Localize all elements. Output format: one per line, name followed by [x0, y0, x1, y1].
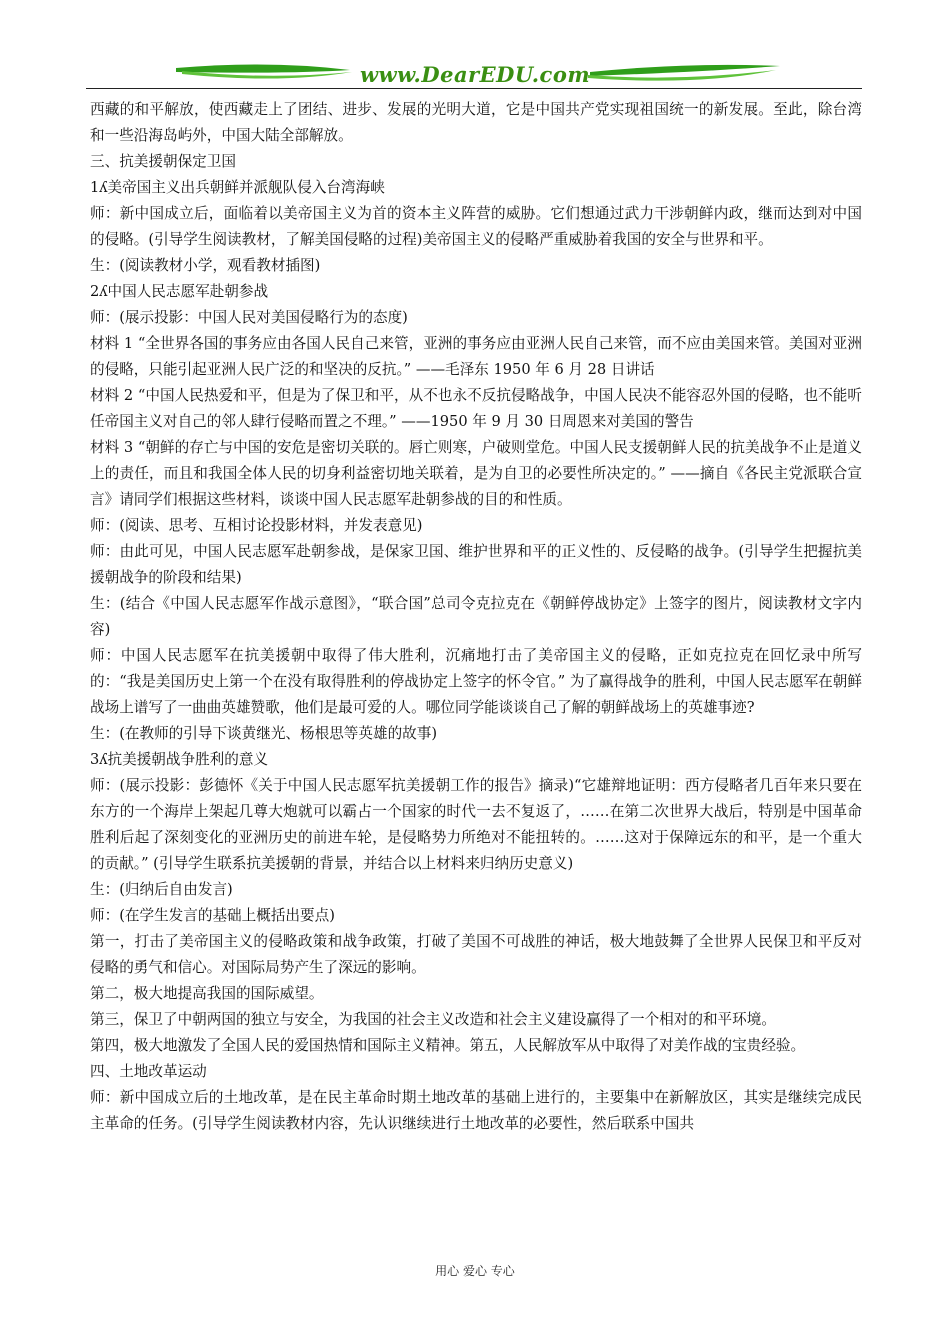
paragraph: 生：(阅读教材小学，观看教材插图) [90, 257, 321, 274]
site-logo-text[interactable]: www.DearEDU.com [359, 62, 591, 87]
paragraph: 师：(展示投影：中国人民对美国侵略行为的态度) [90, 309, 408, 326]
paragraph: 师：中国人民志愿军在抗美援朝中取得了伟大胜利，沉痛地打击了美帝国主义的侵略，正如克拉克在回忆录中所写的：“我是美国历史上第一个在没有取得胜利的停战协定上签字的怀令官。” 为了赢得战争的胜利，中国人民志愿军在朝鲜战场上谱写了一曲曲英雄赞歌，他们是最可爱的人。哪位同学能谈谈自己了解的朝鲜战场上的英雄事迹? [90, 647, 862, 716]
page-footer: 用心 爱心 专心 [435, 1264, 515, 1278]
subsection-heading: 1ʎ美帝国主义出兵朝鲜并派舰队侵入台湾海峡 [90, 179, 385, 196]
paragraph: 师：(展示投影：彭德怀《关于中国人民志愿军抗美援朝工作的报告》摘录)“它雄辩地证明：西方侵略者几百年来只要在东方的一个海岸上架起几尊大炮就可以霸占一个国家的时代一去不复返了，……在第二次世界大战后，特别是中国革命胜利后起了深刻变化的亚洲历史的前进车轮，是侵略势力所绝对不能扭转的。……这对于保障远东的和平，是一个重大的贡献。” (引导学生联系抗美援朝的背景，并结合以上材料来归纳历史意义) [90, 777, 862, 872]
paragraph: 材料 3 “朝鲜的存亡与中国的安危是密切关联的。唇亡则寒，户破则堂危。中国人民支援朝鲜人民的抗美战争不止是道义上的责任，而且和我国全体人民的切身利益密切地关联着，是为自卫的必要性所决定的。” ——摘自《各民主党派联合宣言》请同学们根据这些材料，谈谈中国人民志愿军赴朝参战的目的和性质。 [90, 439, 862, 508]
paragraph: 师：(在学生发言的基础上概括出要点) [90, 907, 335, 924]
subsection-heading: 3ʎ抗美援朝战争胜利的意义 [90, 751, 269, 768]
header-divider [86, 88, 862, 89]
paragraph: 第一，打击了美帝国主义的侵略政策和战争政策，打破了美国不可战胜的神话，极大地鼓舞了全世界人民保卫和平反对侵略的勇气和信心。对国际局势产生了深远的影响。 [90, 933, 862, 976]
paragraph: 生：(结合《中国人民志愿军作战示意图》，“联合国”总司令克拉克在《朝鲜停战协定》上签字的图片，阅读教材文字内容) [90, 595, 862, 638]
paragraph: 西藏的和平解放，使西藏走上了团结、进步、发展的光明大道，它是中国共产党实现祖国统一的新发展。至此，除台湾和一些沿海岛屿外，中国大陆全部解放。 [90, 101, 862, 144]
paragraph: 第四，极大地激发了全国人民的爱国热情和国际主义精神。第五，人民解放军从中取得了对美作战的宝贵经验。 [90, 1037, 806, 1054]
section-heading: 三、抗美援朝保定卫国 [90, 153, 236, 170]
paragraph: 材料 1 “全世界各国的事务应由各国人民自己来管，亚洲的事务应由亚洲人民自己来管，而不应由美国来管。美国对亚洲的侵略，只能引起亚洲人民广泛的和坚决的反抗。” ——毛泽东 1950 年 6 月 28 日讲话 [90, 335, 862, 378]
subsection-heading: 2ʎ中国人民志愿军赴朝参战 [90, 283, 269, 300]
document-body [90, 97, 862, 1137]
paragraph: 师：由此可见，中国人民志愿军赴朝参战，是保家卫国、维护世界和平的正义性的、反侵略的战争。(引导学生把握抗美援朝战争的阶段和结果) [90, 543, 862, 586]
paragraph: 第二，极大地提高我国的国际威望。 [90, 985, 324, 1002]
paragraph: 师：(阅读、思考、互相讨论投影材料，并发表意见) [90, 517, 423, 534]
paragraph: 材料 2 “中国人民热爱和平，但是为了保卫和平，从不也永不反抗侵略战争，中国人民决不能容忍外国的侵略，也不能听任帝国主义对自己的邻人肆行侵略而置之不理。” ——1950 年 9 月 30 日周恩来对美国的警告 [90, 387, 862, 430]
paragraph: 生：(在教师的引导下谈黄继光、杨根思等英雄的故事) [90, 725, 438, 742]
paragraph: 师：新中国成立后的土地改革，是在民主革命时期土地改革的基础上进行的，主要集中在新解放区，其实是继续完成民主革命的任务。(引导学生阅读教材内容，先认识继续进行土地改革的必要性，然后联系中国共 [90, 1089, 862, 1132]
paragraph: 第三，保卫了中朝两国的独立与安全，为我国的社会主义改造和社会主义建设赢得了一个相对的和平环境。 [90, 1011, 776, 1028]
paragraph: 师：新中国成立后，面临着以美帝国主义为首的资本主义阵营的威胁。它们想通过武力干涉朝鲜内政，继而达到对中国的侵略。(引导学生阅读教材，了解美国侵略的过程)美帝国主义的侵略严重威胁着我国的安全与世界和平。 [90, 205, 862, 248]
section-heading: 四、土地改革运动 [90, 1063, 207, 1080]
paragraph: 生：(归纳后自由发言) [90, 881, 233, 898]
site-header [90, 58, 860, 92]
